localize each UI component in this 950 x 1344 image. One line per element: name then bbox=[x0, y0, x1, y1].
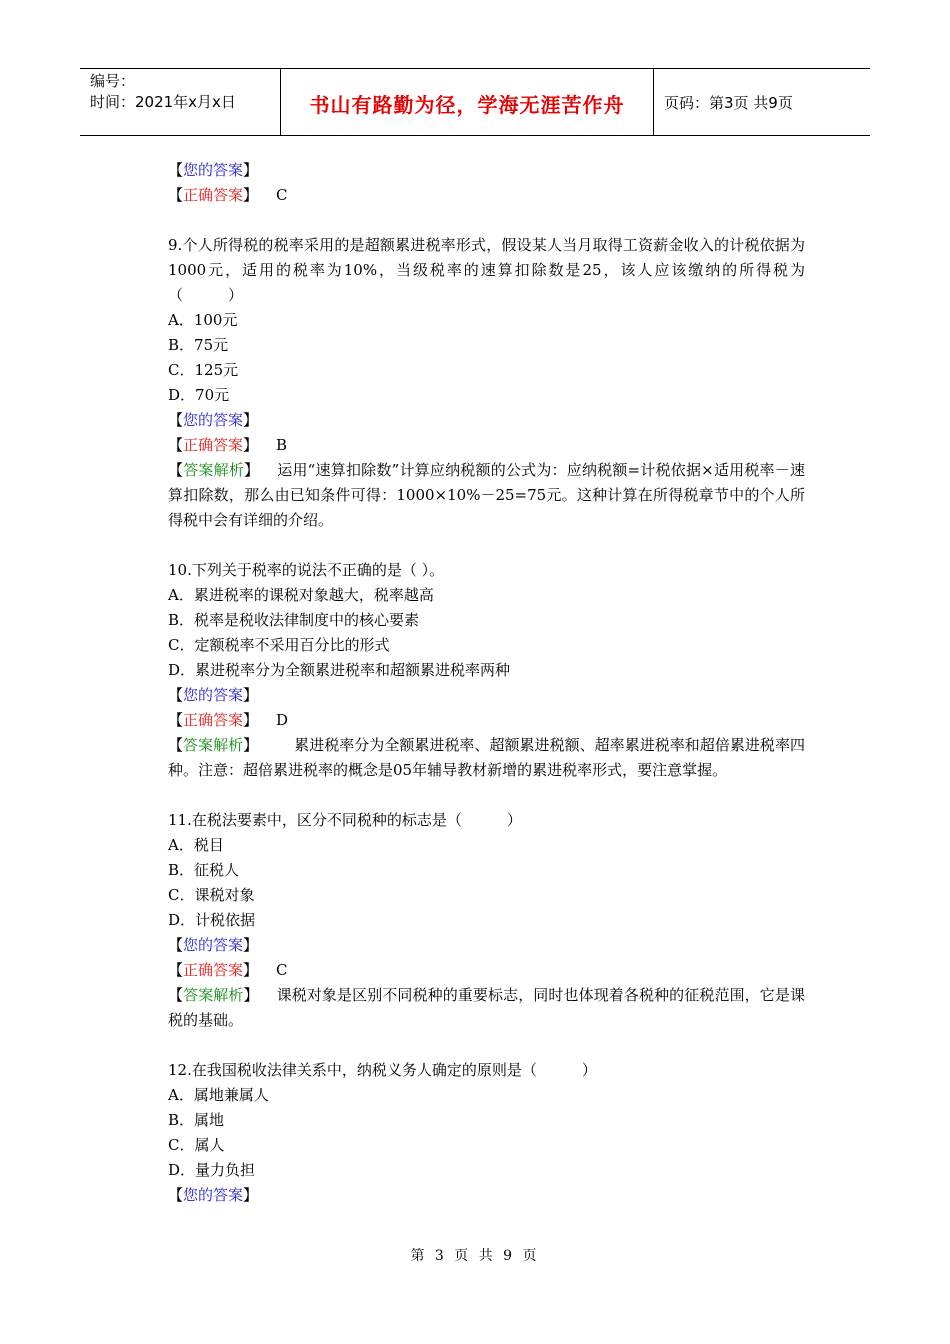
question-9-stem: 9.个人所得税的税率采用的是超额累进税率形式，假设某人当月取得工资薪金收入的计税依据为1000元，适用的税率为10%，当级税率的速算扣除数是25，该人应该缴纳的所得税为（ ） bbox=[168, 236, 805, 304]
your-answer-tag: 您的答案 bbox=[183, 686, 244, 704]
question-10-option-b: B．税率是税收法律制度中的核心要素 bbox=[168, 611, 420, 629]
your-answer-tag: 您的答案 bbox=[183, 1186, 244, 1204]
your-answer-tag: 您的答案 bbox=[183, 411, 244, 429]
question-12-stem: 12.在我国税收法律关系中，纳税义务人确定的原则是（ ） bbox=[168, 1061, 597, 1079]
header-meta bbox=[80, 69, 281, 135]
question-10-option-a: A．累进税率的课税对象越大，税率越高 bbox=[168, 586, 434, 604]
document-number-label: 编号： bbox=[90, 72, 136, 90]
question-12-option-b: B．属地 bbox=[168, 1111, 225, 1129]
question-11-stem: 11.在税法要素中，区分不同税种的标志是（ ） bbox=[168, 811, 522, 829]
document-body bbox=[168, 158, 805, 1208]
correct-answer-value: B bbox=[276, 436, 288, 454]
correct-answer-line: 【正确答案】 C bbox=[168, 186, 288, 204]
correct-answer-value: D bbox=[276, 711, 289, 729]
correct-answer-value: C bbox=[276, 961, 288, 979]
question-10-option-c: C．定额税率不采用百分比的形式 bbox=[168, 636, 390, 654]
question-12-option-a: A．属地兼属人 bbox=[168, 1086, 269, 1104]
question-10-analysis: 【答案解析】 累进税率分为全额累进税率、超额累进税额、超率累进税率和超倍累进税率四种。注意：超倍累进税率的概念是05年辅导教材新增的累进税率形式，要注意掌握。 bbox=[168, 736, 805, 779]
your-answer-tag: 您的答案 bbox=[183, 936, 244, 954]
your-answer-line: 【您的答案】 bbox=[168, 686, 259, 704]
analysis-text: 运用“速算扣除数”计算应纳税额的公式为：应纳税额=计税依据×适用税率－速算扣除数，那么由已知条件可得：1000×10%－25=75元。这种计算在所得税章节中的个人所得税中会有详细的介绍。 bbox=[168, 461, 805, 529]
question-12-option-c: C．属人 bbox=[168, 1136, 225, 1154]
correct-answer-value: C bbox=[276, 186, 288, 204]
your-answer-tag: 您的答案 bbox=[183, 161, 244, 179]
your-answer-line: 【您的答案】 bbox=[168, 411, 259, 429]
question-11-analysis: 【答案解析】 课税对象是区别不同税种的重要标志，同时也体现着各税种的征税范围，它是课税的基础。 bbox=[168, 986, 805, 1029]
header-motto: 书山有路勤为径，学海无涯苦作舟 bbox=[281, 69, 654, 135]
question-9-option-c: C．125元 bbox=[168, 361, 239, 379]
correct-answer-tag: 正确答案 bbox=[183, 436, 244, 454]
correct-answer-line: 【正确答案】 C bbox=[168, 961, 288, 979]
question-12-option-d: D．量力负担 bbox=[168, 1161, 256, 1179]
document-time-label: 时间：2021年x月x日 bbox=[90, 93, 236, 111]
question-9-analysis: 【答案解析】 运用“速算扣除数”计算应纳税额的公式为：应纳税额=计税依据×适用税率－速算扣除数，那么由已知条件可得：1000×10%－25=75元。这种计算在所得税章节中的个人所得税中会有详细的介绍。 bbox=[168, 461, 805, 529]
your-answer-line: 【您的答案】 bbox=[168, 1186, 259, 1204]
analysis-tag: 答案解析 bbox=[183, 461, 245, 479]
page-footer: 第 3 页 共 9 页 bbox=[410, 1248, 540, 1264]
correct-answer-tag: 正确答案 bbox=[183, 961, 244, 979]
analysis-text: 累进税率分为全额累进税率、超额累进税额、超率累进税率和超倍累进税率四种。注意：超倍累进税率的概念是05年辅导教材新增的累进税率形式，要注意掌握。 bbox=[168, 736, 805, 779]
question-10-stem: 10.下列关于税率的说法不正确的是（ ）。 bbox=[168, 561, 445, 579]
page-header bbox=[80, 68, 870, 136]
analysis-text: 课税对象是区别不同税种的重要标志，同时也体现着各税种的征税范围，它是课税的基础。 bbox=[168, 986, 805, 1029]
question-11-option-c: C．课税对象 bbox=[168, 886, 255, 904]
correct-answer-tag: 正确答案 bbox=[183, 186, 244, 204]
analysis-tag: 答案解析 bbox=[183, 736, 244, 754]
your-answer-line: 【您的答案】 bbox=[168, 161, 259, 179]
question-9-option-d: D．70元 bbox=[168, 386, 230, 404]
question-11-option-d: D．计税依据 bbox=[168, 911, 256, 929]
your-answer-line: 【您的答案】 bbox=[168, 936, 259, 954]
correct-answer-line: 【正确答案】 B bbox=[168, 436, 288, 454]
correct-answer-line: 【正确答案】 D bbox=[168, 711, 289, 729]
question-11-option-a: A．税目 bbox=[168, 836, 224, 854]
analysis-tag: 答案解析 bbox=[183, 986, 244, 1004]
question-9-option-a: A．100元 bbox=[168, 311, 238, 329]
correct-answer-tag: 正确答案 bbox=[183, 711, 244, 729]
question-9-option-b: B．75元 bbox=[168, 336, 229, 354]
question-10-option-d: D．累进税率分为全额累进税率和超额累进税率两种 bbox=[168, 661, 511, 679]
question-11-option-b: B．征税人 bbox=[168, 861, 240, 879]
header-page-label: 页码：第3页 共9页 bbox=[664, 93, 793, 112]
